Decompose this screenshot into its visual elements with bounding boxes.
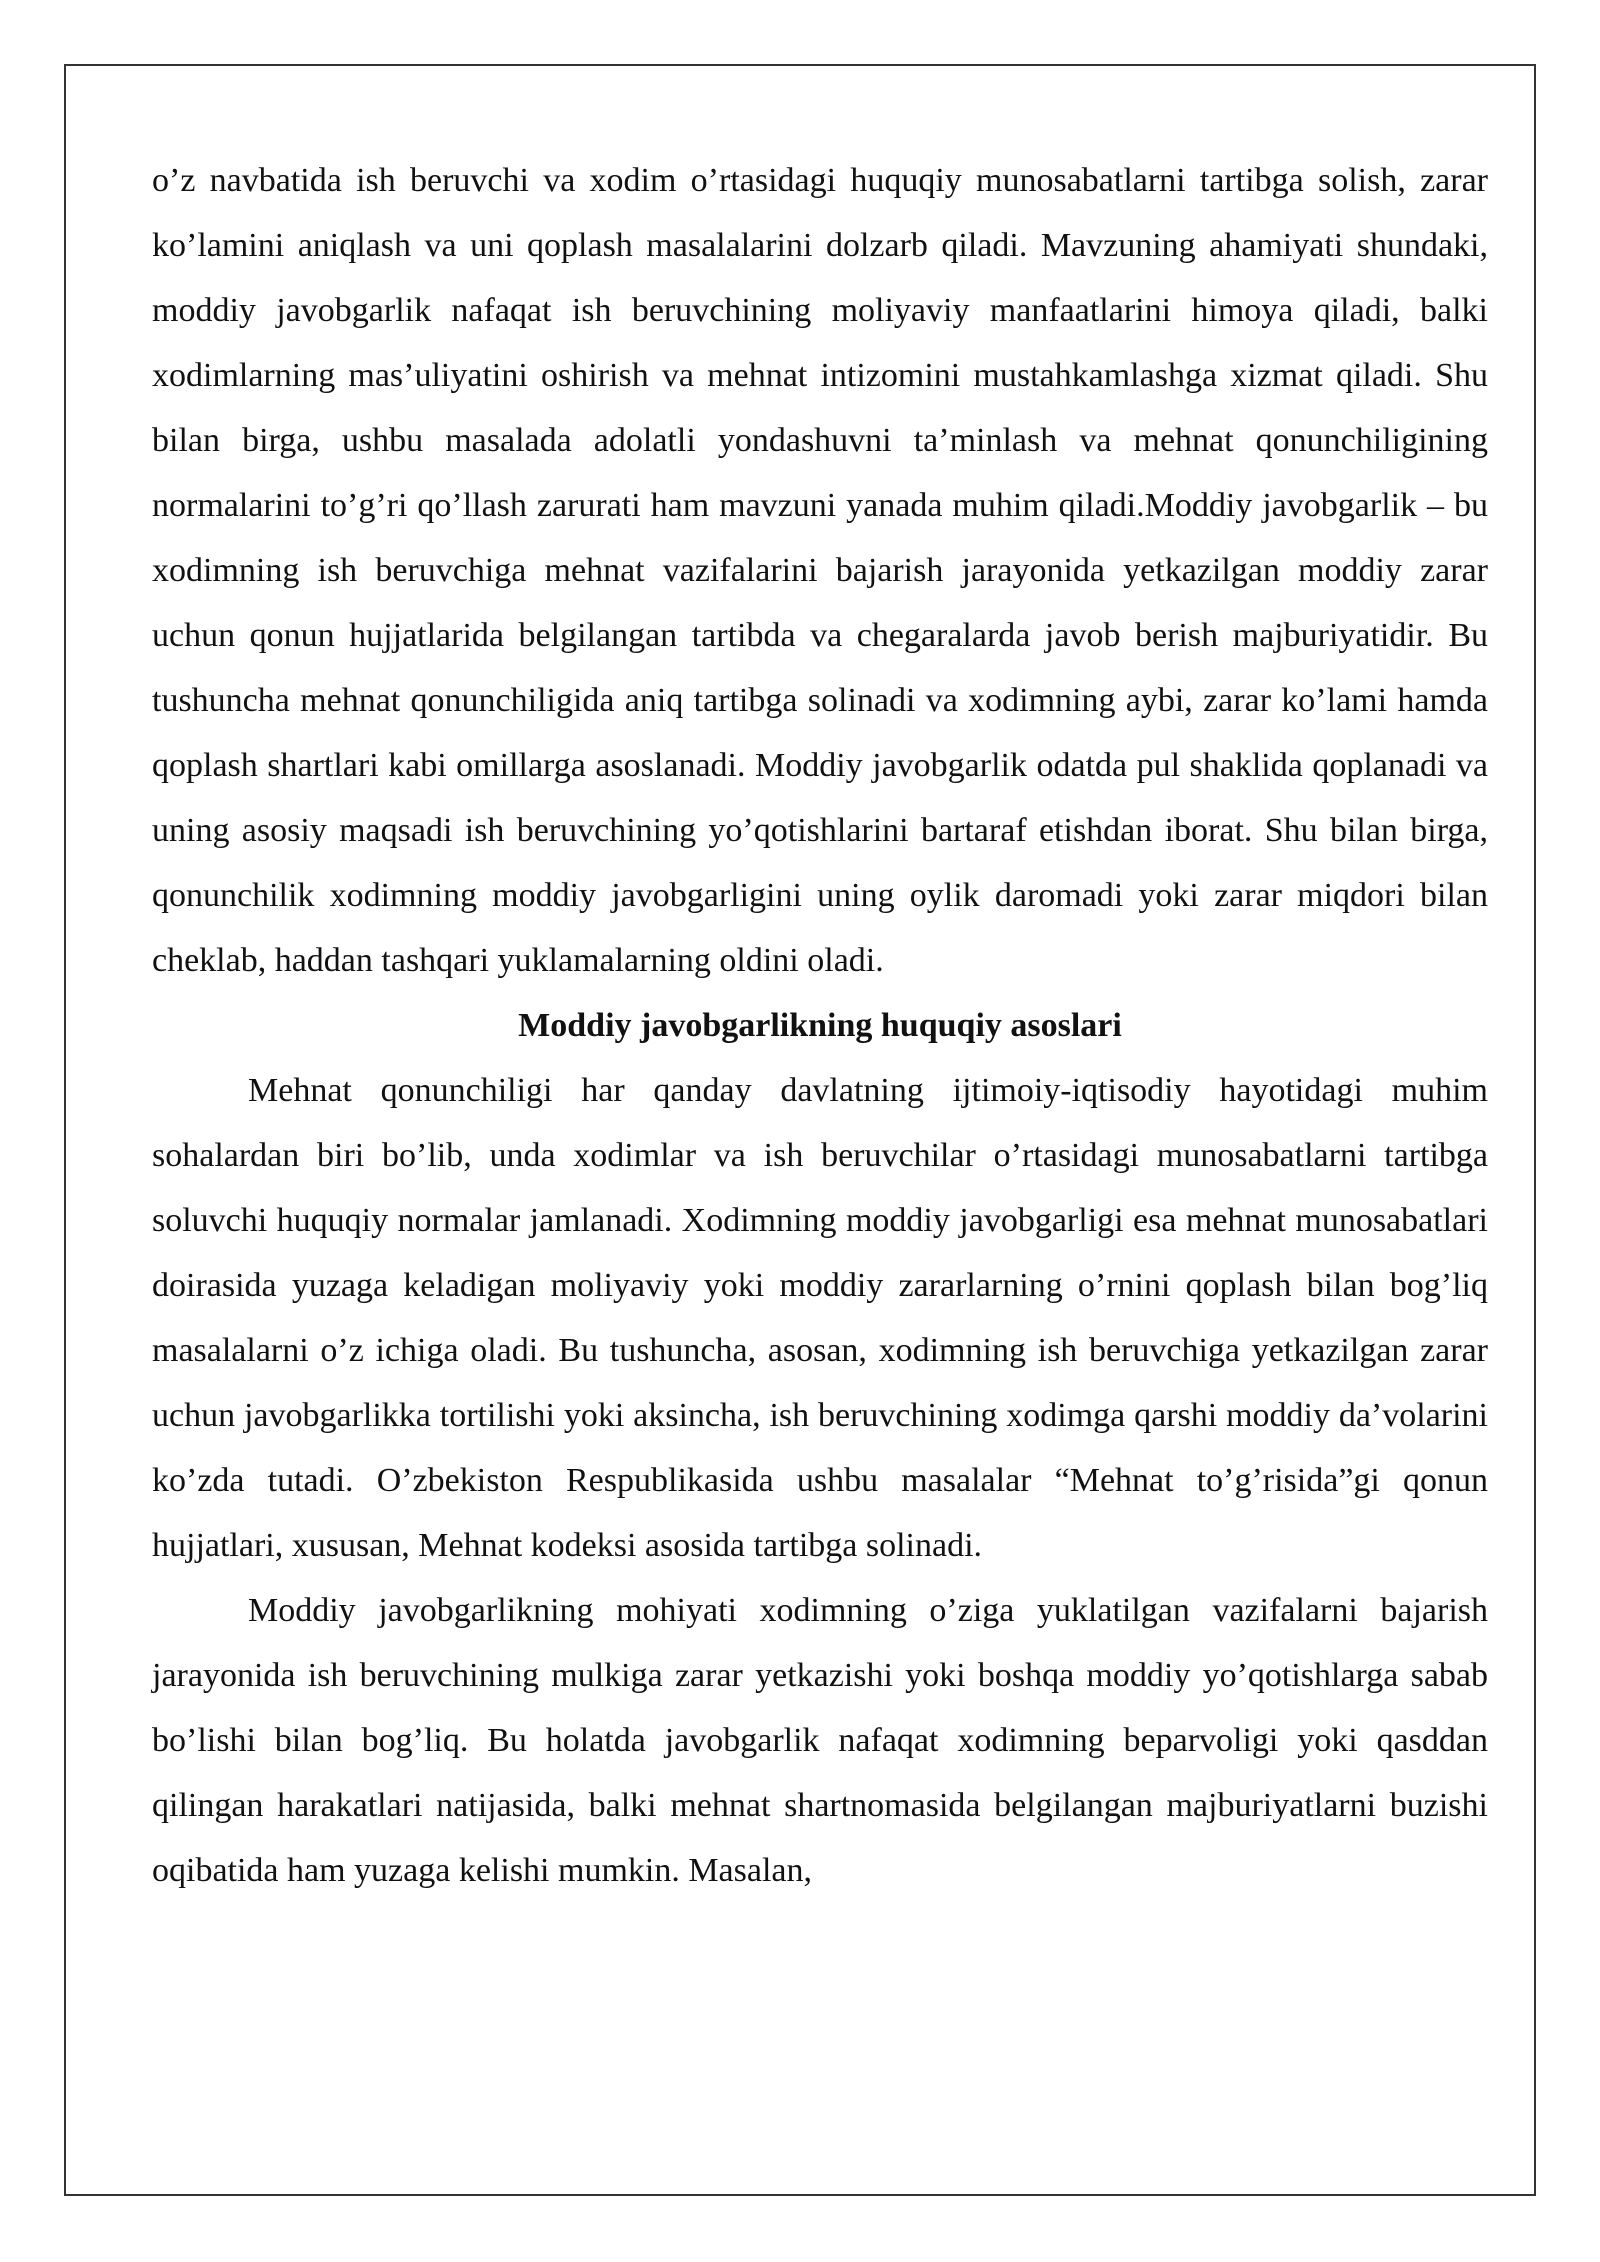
paragraph-continued: o’z navbatida ish beruvchi va xodim o’rtasidagi huquqiy munosabatlarni tartibga solish, zarar ko’lamini aniqlash va uni qoplash masalalarini dolzarb qiladi. Mavzuning ahamiyati shundaki, moddiy javobgarlik nafaqat ish beruvchining moliyaviy manfaatlarini himoya qiladi, balki xodimlarning mas’uliyatini oshirish va mehnat intizomini mustahkamlashga xizmat qiladi. Shu bilan birga, ushbu masalada adolatli yondashuvni ta’minlash va mehnat qonunchiligining normalarini to’g’ri qo’llash zarurati ham mavzuni yanada muhim qiladi.Moddiy javobgarlik – bu xodimning ish beruvchiga mehnat vazifalarini bajarish jarayonida yetkazilgan moddiy zarar uchun qonun hujjatlarida belgilangan tartibda va chegaralarda javob berish majburiyatidir. Bu tushuncha mehnat qonunchiligida aniq tartibga solinadi va xodimning aybi, zarar ko’lami hamda qoplash shartlari kabi omillarga asoslanadi. Moddiy javobgarlik odatda pul shaklida qoplanadi va uning asosiy maqsadi ish beruvchining yo’qotishlarini bartaraf etishdan iborat. Shu bilan birga, qonunchilik xodimning moddiy javobgarligini uning oylik daromadi yoki zarar miqdori bilan cheklab, haddan tashqari yuklamalarning oldini oladi. xyxy=(152,162,1488,979)
paragraph-essence-of-liability: Moddiy javobgarlikning mohiyati xodimning o’ziga yuklatilgan vazifalarni bajarish jarayonida ish beruvchining mulkiga zarar yetkazishi yoki boshqa moddiy yo’qotishlarga sabab bo’lishi bilan bog’liq. Bu holatda javobgarlik nafaqat xodimning beparvoligi yoki qasddan qilingan harakatlari natijasida, balki mehnat shartnomasida belgilangan majburiyatlarni buzishi oqibatida ham yuzaga kelishi mumkin. Masalan, xyxy=(152,1592,1488,1889)
document-body xyxy=(152,148,1488,1903)
paragraph-labor-legislation: Mehnat qonunchiligi har qanday davlatning ijtimoiy-iqtisodiy hayotidagi muhim sohalardan biri bo’lib, unda xodimlar va ish beruvchilar o’rtasidagi munosabatlarni tartibga soluvchi huquqiy normalar jamlanadi. Xodimning moddiy javobgarligi esa mehnat munosabatlari doirasida yuzaga keladigan moliyaviy yoki moddiy zararlarning o’rnini qoplash bilan bog’liq masalalarni o’z ichiga oladi. Bu tushuncha, asosan, xodimning ish beruvchiga yetkazilgan zarar uchun javobgarlikka tortilishi yoki aksincha, ish beruvchining xodimga qarshi moddiy da’volarini ko’zda tutadi. O’zbekiston Respublikasida ushbu masalalar “Mehnat to’g’risida”gi qonun hujjatlari, xususan, Mehnat kodeksi asosida tartibga solinadi. xyxy=(152,1072,1488,1564)
section-heading: Moddiy javobgarlikning huquqiy asoslari xyxy=(518,1007,1122,1044)
